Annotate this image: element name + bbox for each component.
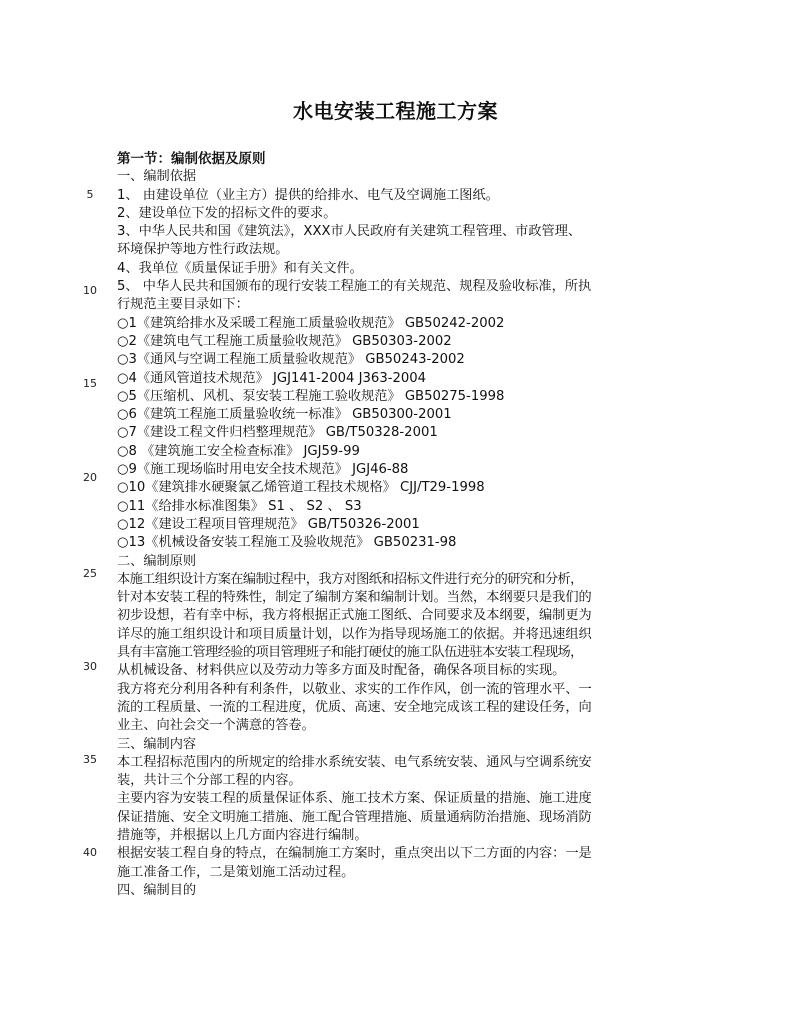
text-line: 行规范主要目录如下： (117, 297, 249, 313)
text-line: 根据安装工程自身的特点，在编制施工方案时，重点突出以下二方面的内容：一是 (117, 846, 592, 862)
standard-list-item: ○12《建设工程项目管理规范》 GB/T50326-2001 (117, 516, 420, 532)
subsection-heading: 四、编制目的 (117, 882, 197, 898)
text-line: 环境保护等地方性行政法规。 (117, 242, 289, 258)
text-line: 从机械设备、材料供应以及劳动力等多方面及时配备，确保各项目标的实现。 (117, 663, 566, 679)
text-line: 施工准备工作，二是策划施工活动过程。 (117, 864, 355, 880)
text-line: 主要内容为安装工程的质量保证体系、施工技术方案、保证质量的措施、施工进度 (117, 791, 592, 807)
line-number: 20 (83, 471, 97, 484)
line-number: 5 (86, 188, 94, 201)
text-line: 措施等，并根据以上几方面内容进行编制。 (117, 827, 368, 843)
line-number: 35 (83, 753, 97, 766)
standard-list-item: ○2《建筑电气工程施工质量验收规范》 GB50303-2002 (117, 333, 452, 349)
standard-list-item: ○5《压缩机、风机、泵安装工程施工验收规范》 GB50275-1998 (117, 388, 505, 404)
standard-list-item: ○6《建筑工程施工质量验收统一标准》 GB50300-2001 (117, 407, 452, 423)
text-line: 1、 由建设单位（业主方）提供的给排水、电气及空调施工图纸。 (117, 187, 499, 203)
text-line: 3、中华人民共和国《建筑法》，XXX市人民政府有关建筑工程管理、市政管理、 (117, 224, 582, 240)
text-line: 本施工组织设计方案在编制过程中，我方对图纸和招标文件进行充分的研究和分析， (117, 571, 583, 587)
text-line: 业主、向社会交一个满意的答卷。 (117, 718, 315, 734)
line-number: 30 (83, 660, 97, 673)
subsection-heading: 一、编制依据 (117, 169, 197, 185)
document-body (117, 150, 697, 900)
text-line: 保证措施、安全文明施工措施、施工配合管理措施、质量通病防治措施、现场消防 (117, 809, 592, 825)
standard-list-item: ○11《给排水标准图集》 S1 、 S2 、 S3 (117, 498, 362, 514)
text-line: 5、 中华人民共和国颁布的现行安装工程施工的有关规范、规程及验收标准，所执 (117, 279, 592, 295)
line-number: 40 (83, 846, 97, 859)
subsection-heading: 二、编制原则 (117, 553, 197, 569)
standard-list-item: ○9《施工现场临时用电安全技术规范》 JGJ46-88 (117, 462, 409, 478)
line-number: 15 (83, 377, 97, 390)
text-line: 本工程招标范围内的所规定的给排水系统安装、电气系统安装、通风与空调系统安 (117, 754, 592, 770)
text-line: 流的工程质量、一流的工程进度，优质、高速、安全地完成该工程的建设任务，向 (117, 699, 592, 715)
subsection-heading: 三、编制内容 (117, 736, 197, 752)
text-line: 装，共计三个分部工程的内容。 (117, 773, 302, 789)
text-line: 初步设想，若有幸中标，我方将根据正式施工图纸、合同要求及本纲要，编制更为 (117, 608, 592, 624)
standard-list-item: ○4《通风管道技术规范》 JGJ141-2004 J363-2004 (117, 370, 427, 386)
standard-list-item: ○7《建设工程文件归档整理规范》 GB/T50328-2001 (117, 425, 438, 441)
text-line: 4、我单位《质量保证手册》和有关文件。 (117, 260, 363, 276)
standard-list-item: ○10《建筑排水硬聚氯乙烯管道工程技术规格》 CJJ/T29-1998 (117, 480, 485, 496)
standard-list-item: ○8 《建筑施工安全检查标准》 JGJ59-99 (117, 443, 360, 459)
text-line: 详尽的施工组织设计和项目质量计划，以作为指导现场施工的依据。并将迅速组织 (117, 626, 592, 642)
standard-list-item: ○13《机械设备安装工程施工及验收规范》 GB50231-98 (117, 535, 457, 551)
text-line: 我方将充分利用各种有利条件，以敬业、求实的工作作风，创一流的管理水平、一 (117, 681, 592, 697)
text-line: 2、建设单位下发的招标文件的要求。 (117, 205, 337, 221)
text-line: 具有丰富施工管理经验的项目管理班子和能打硬仗的施工队伍进驻本安装工程现场， (117, 645, 583, 661)
standard-list-item: ○1《建筑给排水及采暖工程施工质量验收规范》 GB50242-2002 (117, 315, 505, 331)
line-number: 10 (83, 284, 97, 297)
section-heading: 第一节：编制依据及原则 (117, 151, 266, 167)
document-title: 水电安装工程施工方案 (293, 99, 498, 123)
standard-list-item: ○3《通风与空调工程施工质量验收规范》 GB50243-2002 (117, 352, 465, 368)
text-line: 针对本安装工程的特殊性，制定了编制方案和编制计划。当然，本纲要只是我们的 (117, 590, 592, 606)
line-number: 25 (83, 567, 97, 580)
